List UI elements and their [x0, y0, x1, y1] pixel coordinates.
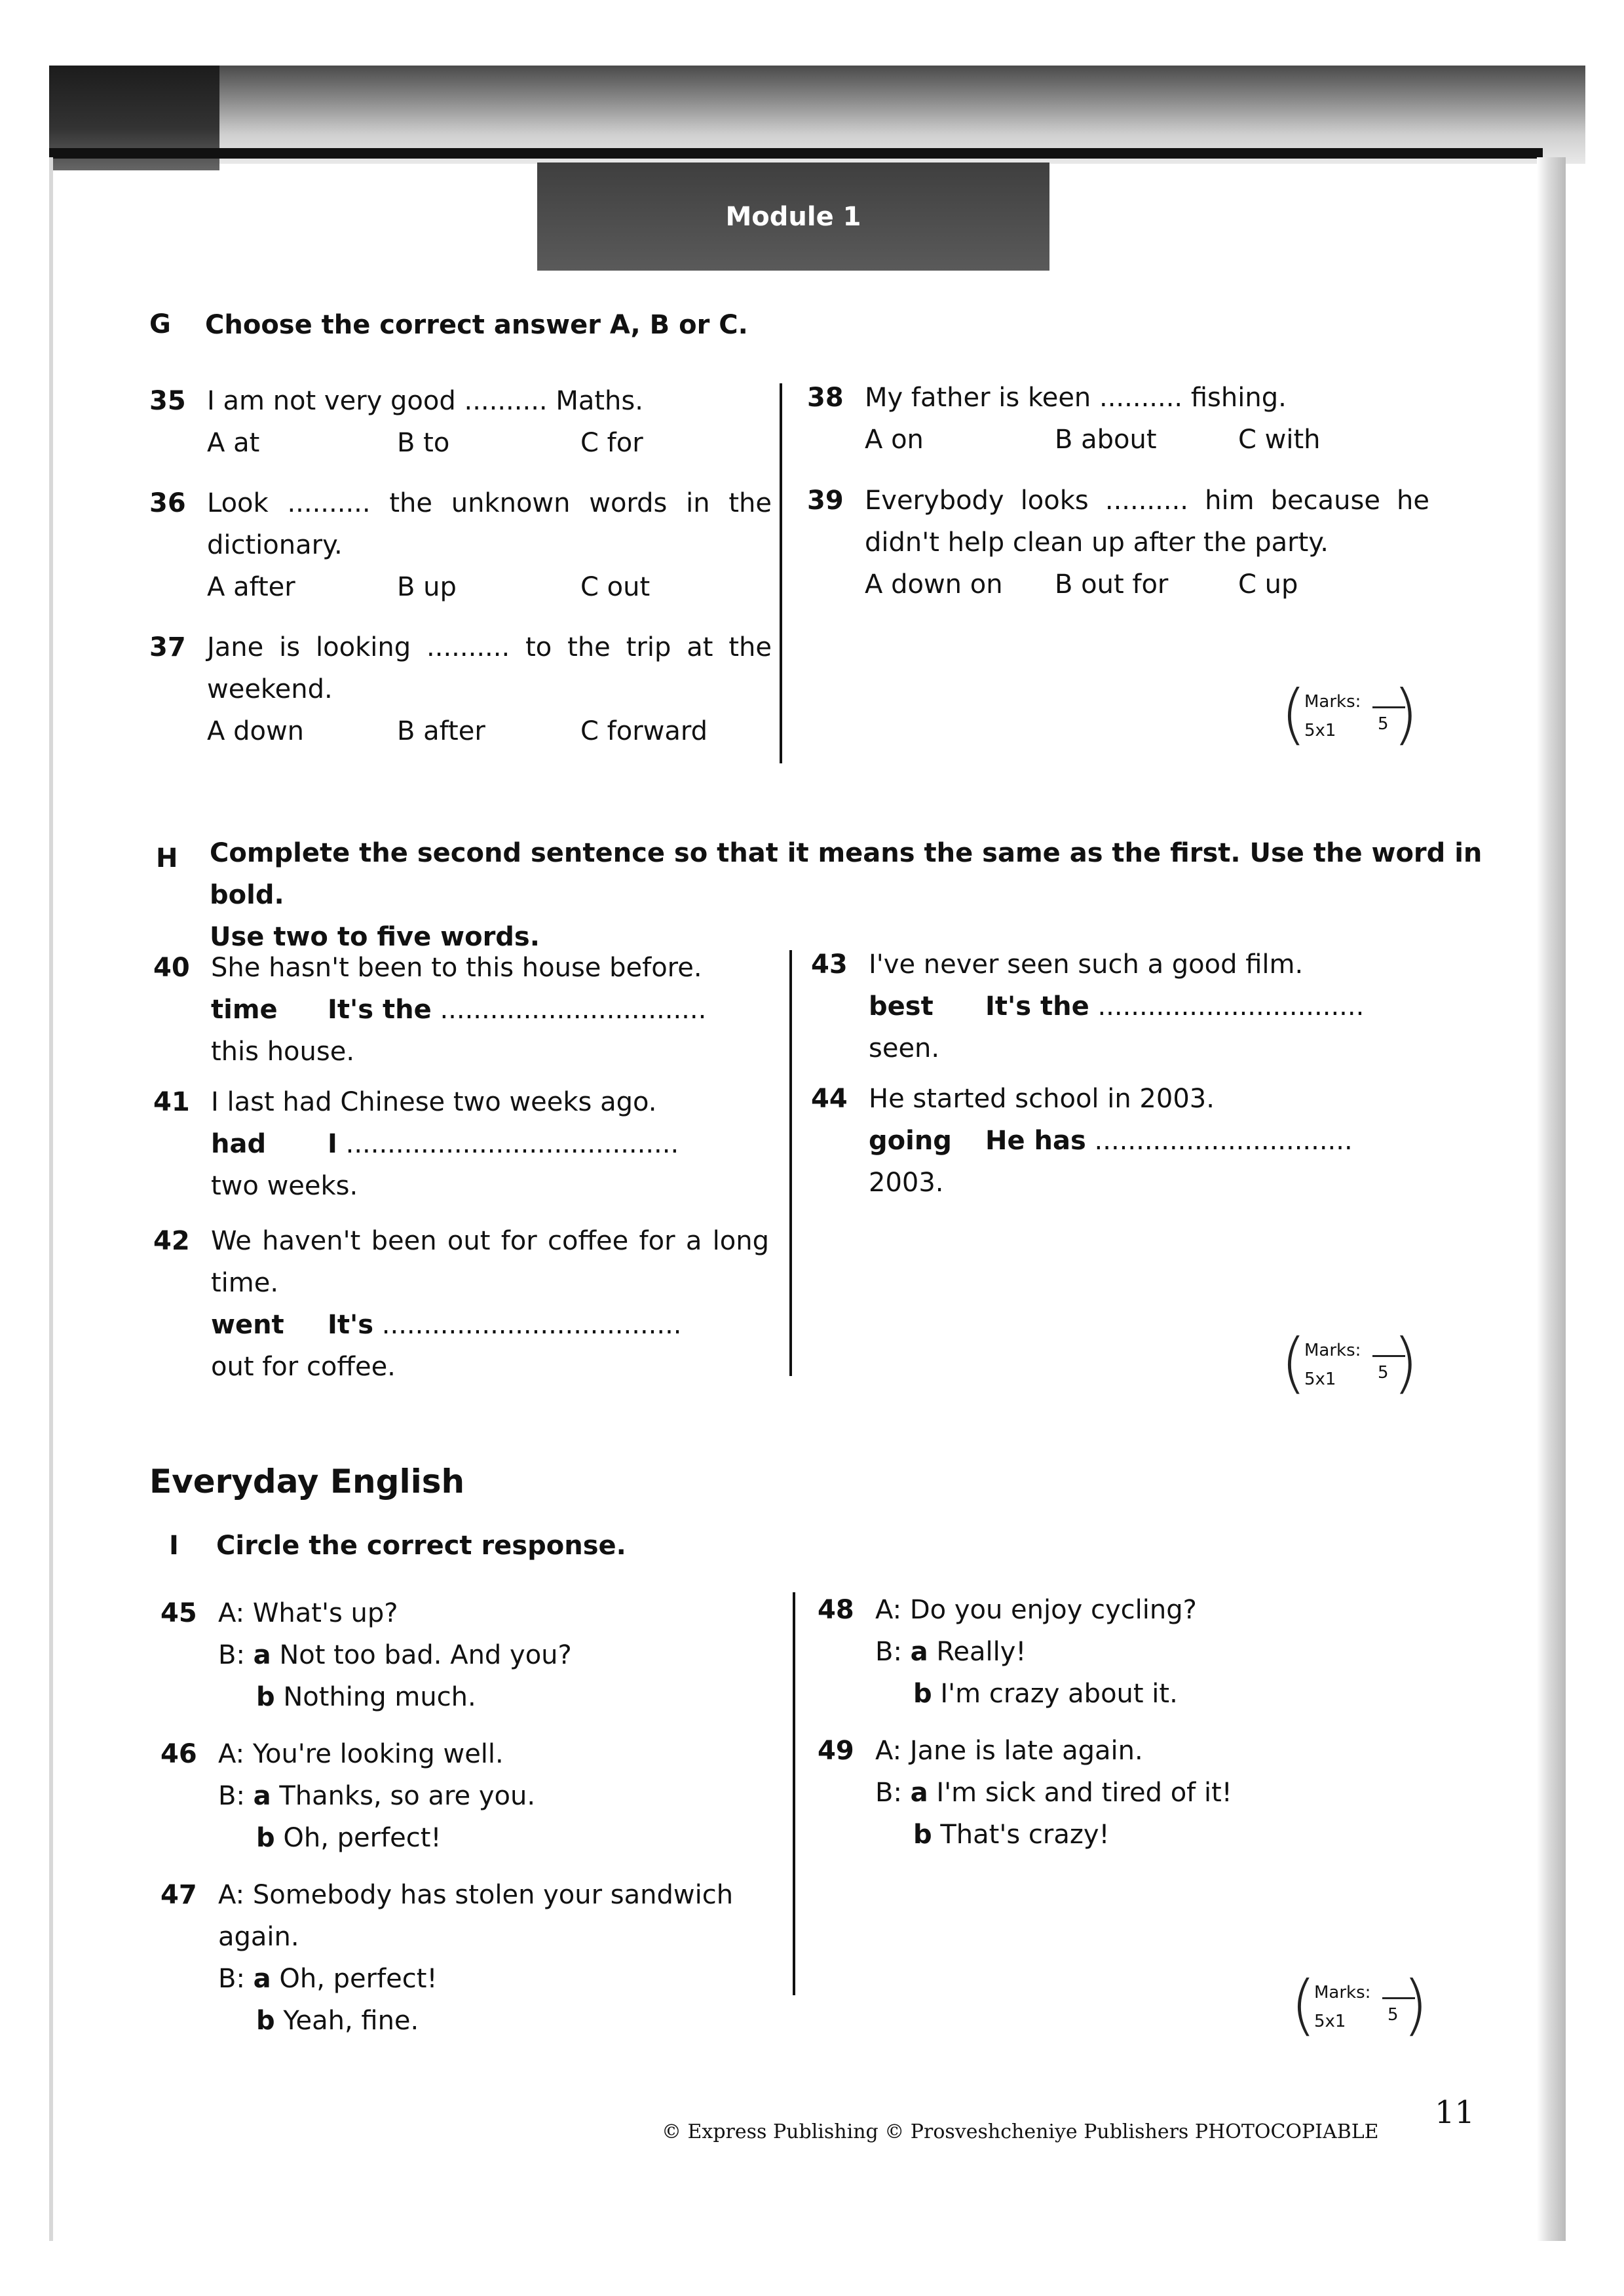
- question-number: 45: [161, 1598, 197, 1628]
- header-rule: [49, 148, 1543, 159]
- question-number: 38: [807, 383, 844, 413]
- section-h-instruction-line1: Complete the second sentence so that it means the same as the first. Use the word in bold.: [210, 838, 1482, 910]
- speaker-b-option-a[interactable]: [875, 1631, 1440, 1673]
- question-number: 42: [153, 1226, 190, 1256]
- question-number: 41: [153, 1087, 190, 1117]
- option-letter: a: [910, 1637, 928, 1667]
- option-c[interactable]: C with: [1238, 425, 1321, 455]
- marks-score: 5x1: [1304, 1369, 1336, 1389]
- response-text: I'm crazy about it.: [940, 1679, 1178, 1709]
- footer-copyright: [662, 2120, 1379, 2143]
- question-number: 40: [153, 953, 190, 983]
- question-number: 37: [149, 632, 186, 662]
- speaker-b-prefix: B:: [218, 1964, 245, 1994]
- transform-line: [869, 985, 1440, 1027]
- everyday-english-heading: Everyday English: [149, 1463, 465, 1501]
- option-letter: b: [256, 1823, 275, 1853]
- response-text: Oh, perfect!: [283, 1823, 442, 1853]
- question-text: My father is keen .......... fishing.: [865, 383, 1287, 413]
- question-text: She hasn't been to this house before.: [211, 953, 702, 983]
- response-text: Not too bad. And you?: [279, 1640, 572, 1670]
- question-number: 39: [807, 486, 844, 516]
- question-44: [811, 1078, 1440, 1204]
- speaker-a-line: A: Jane is late again.: [875, 1736, 1143, 1766]
- sentence-end: two weeks.: [211, 1171, 358, 1201]
- question-text: I've never seen such a good film.: [869, 949, 1304, 980]
- option-c[interactable]: C for: [580, 428, 643, 458]
- question-number: 46: [161, 1739, 197, 1769]
- speaker-a-line: A: Do you enjoy cycling?: [875, 1595, 1197, 1625]
- page-number: 11: [1435, 2094, 1475, 2131]
- question-48: [818, 1589, 1440, 1715]
- question-number: 43: [811, 949, 848, 980]
- sentence-start: It's: [328, 1310, 374, 1340]
- option-letter: a: [253, 1781, 271, 1811]
- response-text: Oh, perfect!: [279, 1964, 438, 1994]
- sentence-start: It's the: [985, 991, 1089, 1022]
- transform-line: [211, 1304, 769, 1346]
- question-40: [153, 947, 769, 1073]
- response-text: That's crazy!: [940, 1820, 1110, 1850]
- question-number: 35: [149, 386, 186, 416]
- section-g-instruction: Choose the correct answer A, B or C.: [205, 310, 748, 340]
- question-35: [149, 380, 772, 464]
- option-letter: a: [253, 1964, 271, 1994]
- speaker-b-prefix: B:: [218, 1640, 245, 1670]
- response-text: Nothing much.: [283, 1682, 476, 1712]
- speaker-b-option-b[interactable]: [256, 1817, 783, 1859]
- speaker-b-option-b[interactable]: [256, 2000, 783, 2042]
- page-edge-left: [49, 157, 53, 2241]
- speaker-b-option-b[interactable]: [913, 1814, 1440, 1856]
- section-h-instruction-line2: Use two to five words.: [210, 922, 540, 952]
- key-word: best: [869, 991, 934, 1022]
- answer-blank[interactable]: ........................................: [345, 1129, 679, 1159]
- sentence-start: I: [328, 1129, 337, 1159]
- option-a[interactable]: A down: [207, 716, 305, 746]
- speaker-a-line: A: Somebody has stolen your sandwich again.: [218, 1880, 734, 1952]
- response-text: Yeah, fine.: [283, 2006, 419, 2036]
- marks-total: 5: [1378, 1363, 1389, 1383]
- marks-total: 5: [1378, 714, 1389, 734]
- answer-options: [207, 710, 772, 752]
- answer-options: [207, 422, 772, 464]
- question-38: [807, 377, 1429, 461]
- question-45: [161, 1592, 783, 1718]
- option-letter: a: [910, 1778, 928, 1808]
- marks-box-g: ( Marks: 5x1 5 ): [1281, 676, 1418, 752]
- section-i-letter: I: [169, 1531, 179, 1561]
- option-letter: b: [913, 1679, 932, 1709]
- option-b[interactable]: B about: [1055, 425, 1157, 455]
- speaker-b-option-b[interactable]: [256, 1676, 783, 1718]
- question-47: [161, 1874, 783, 2042]
- column-divider: [793, 1592, 795, 1995]
- option-c[interactable]: C forward: [580, 716, 708, 746]
- key-word: went: [211, 1310, 284, 1340]
- speaker-b-prefix: B:: [875, 1637, 902, 1667]
- transform-line: [869, 1120, 1440, 1162]
- answer-blank[interactable]: ................................: [440, 995, 707, 1025]
- marks-total: 5: [1388, 2005, 1399, 2025]
- marks-score: 5x1: [1314, 2012, 1346, 2031]
- speaker-b-prefix: B:: [218, 1781, 245, 1811]
- transform-line: [211, 989, 769, 1031]
- option-a[interactable]: A at: [207, 428, 260, 458]
- sentence-end: out for coffee.: [211, 1352, 396, 1382]
- key-word: time: [211, 995, 278, 1025]
- speaker-b-option-b[interactable]: [913, 1673, 1440, 1715]
- question-number: 47: [161, 1880, 197, 1910]
- answer-options: [207, 566, 772, 608]
- transform-line: [211, 1123, 769, 1165]
- column-divider: [789, 950, 792, 1376]
- photocopiable-label: PHOTOCOPIABLE: [1194, 2120, 1379, 2143]
- sentence-end: seen.: [869, 1033, 940, 1063]
- marks-label: Marks:: [1304, 1341, 1361, 1360]
- option-b[interactable]: B to: [397, 428, 450, 458]
- section-i-instruction: Circle the correct response.: [216, 1531, 626, 1561]
- option-c[interactable]: C out: [580, 572, 651, 602]
- question-number: 49: [818, 1736, 854, 1766]
- question-41: [153, 1081, 769, 1207]
- response-text: Really!: [936, 1637, 1027, 1667]
- section-h-letter: H: [156, 843, 178, 873]
- answer-blank[interactable]: ...............................: [1094, 1126, 1353, 1156]
- key-word: going: [869, 1126, 952, 1156]
- marks-label: Marks:: [1314, 1983, 1371, 2002]
- sentence-start: He has: [985, 1126, 1086, 1156]
- option-b[interactable]: B out for: [1055, 569, 1169, 600]
- question-37: [149, 626, 772, 752]
- option-letter: a: [253, 1640, 271, 1670]
- question-number: 36: [149, 488, 186, 518]
- marks-box-h: ( Marks: 5x1 5 ): [1281, 1324, 1418, 1401]
- response-text: I'm sick and tired of it!: [936, 1778, 1232, 1808]
- section-h-instruction: [210, 832, 1520, 958]
- question-46: [161, 1733, 783, 1859]
- speaker-a-line: A: You're looking well.: [218, 1739, 504, 1769]
- speaker-b-option-a[interactable]: [218, 1775, 783, 1817]
- speaker-a-line: A: What's up?: [218, 1598, 398, 1628]
- sentence-end: 2003.: [869, 1168, 944, 1198]
- answer-options: [865, 419, 1429, 461]
- column-divider: [780, 383, 782, 763]
- option-c[interactable]: C up: [1238, 569, 1298, 600]
- key-word: had: [211, 1129, 267, 1159]
- option-letter: b: [256, 1682, 275, 1712]
- question-number: 48: [818, 1595, 854, 1625]
- copyright-text: © Express Publishing © Prosveshcheniye Publishers: [662, 2120, 1189, 2143]
- question-text: Everybody looks .......... him because he didn't help clean up after the party.: [865, 486, 1429, 558]
- question-text: He started school in 2003.: [869, 1084, 1215, 1114]
- marks-label: Marks:: [1304, 692, 1361, 712]
- question-text: We haven't been out for coffee for a long time.: [211, 1226, 769, 1298]
- option-b[interactable]: B up: [397, 572, 457, 602]
- option-a[interactable]: A after: [207, 572, 295, 602]
- question-36: [149, 482, 772, 608]
- marks-box-i: ( Marks: 5x1 5 ): [1291, 1966, 1428, 2043]
- question-42: [153, 1220, 769, 1388]
- answer-options: [865, 564, 1429, 605]
- answer-blank[interactable]: ....................................: [381, 1310, 682, 1340]
- option-letter: b: [256, 2006, 275, 2036]
- question-39: [807, 480, 1429, 605]
- option-b[interactable]: B after: [397, 716, 485, 746]
- speaker-b-prefix: B:: [875, 1778, 902, 1808]
- question-text: I last had Chinese two weeks ago.: [211, 1087, 657, 1117]
- speaker-b-option-a[interactable]: [218, 1958, 783, 2000]
- option-a[interactable]: A down on: [865, 569, 1003, 600]
- sentence-start: It's the: [328, 995, 432, 1025]
- response-text: Thanks, so are you.: [279, 1781, 536, 1811]
- question-49: [818, 1730, 1440, 1856]
- question-text: I am not very good .......... Maths.: [207, 386, 643, 416]
- sentence-end: this house.: [211, 1037, 355, 1067]
- answer-blank[interactable]: ................................: [1097, 991, 1365, 1022]
- section-g-letter: G: [149, 309, 171, 339]
- question-text: Look .......... the unknown words in the dictionary.: [207, 488, 772, 560]
- question-number: 44: [811, 1084, 848, 1114]
- option-letter: b: [913, 1820, 932, 1850]
- speaker-b-option-a[interactable]: [875, 1772, 1440, 1814]
- marks-score: 5x1: [1304, 721, 1336, 740]
- module-tab: Module 1: [537, 163, 1049, 271]
- question-43: [811, 944, 1440, 1069]
- page-edge-right: [1537, 157, 1566, 2241]
- option-a[interactable]: A on: [865, 425, 924, 455]
- speaker-b-option-a[interactable]: [218, 1634, 783, 1676]
- question-text: Jane is looking .......... to the trip at the weekend.: [207, 632, 772, 704]
